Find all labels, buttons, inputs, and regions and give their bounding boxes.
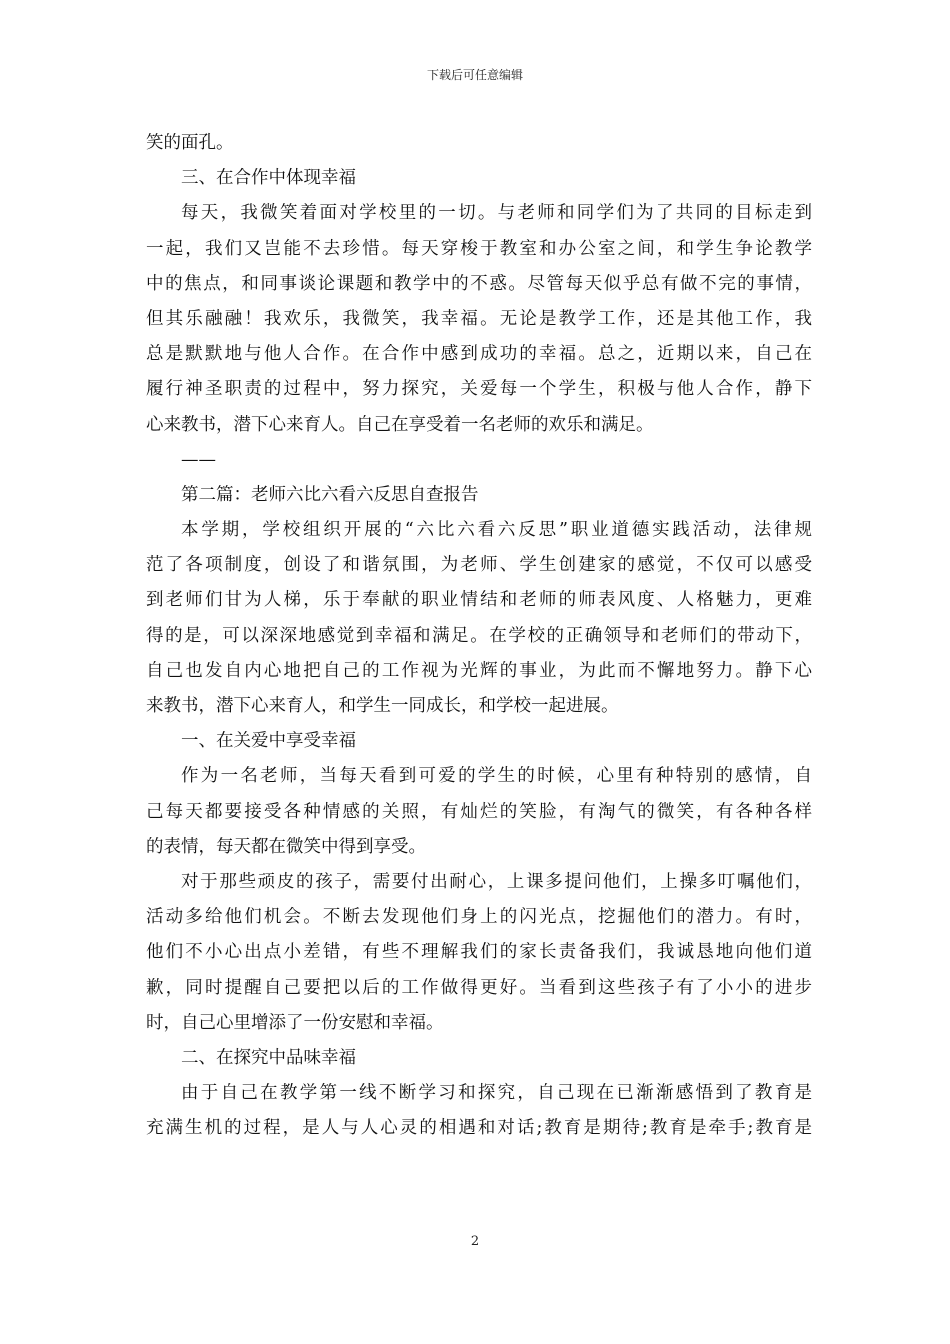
text-line: 到老师们甘为人梯，乐于奉献的职业情结和老师的师表风度、人格魅力，更难 [146,590,812,611]
text-line: 己每天都要接受各种情感的关照，有灿烂的笑脸，有淘气的微笑，有各种各样 [146,801,812,822]
text-line: 本学期，学校组织开展的“六比六看六反思”职业道德实践活动，法律规 [181,520,812,541]
text-line: 自己也发自内心地把自己的工作视为光辉的事业，为此而不懈地努力。静下心 [146,660,812,681]
text-line: 充满生机的过程，是人与人心灵的相遇和对话;教育是期待;教育是牵手;教育是 [146,1118,812,1139]
text-line: 的表情，每天都在微笑中得到享受。 [146,836,426,857]
text-line: 来教书，潜下心来育人，和学生一同成长，和学校一起进展。 [146,696,619,716]
section-heading: 一、在关爱中享受幸福 [181,731,356,752]
text-line: 对于那些顽皮的孩子，需要付出耐心，上课多提问他们，上操多叮嘱他们， [181,871,812,892]
text-line: 他们不小心出点小差错，有些不理解我们的家长责备我们，我诚恳地向他们道 [146,942,812,963]
text-line: 履行神圣职责的过程中，努力探究，关爱每一个学生，积极与他人合作，静下 [146,379,812,400]
text-line: 活动多给他们机会。不断去发现他们身上的闪光点，挖掘他们的潜力。有时， [146,907,812,928]
text-line: 每天，我微笑着面对学校里的一切。与老师和同学们为了共同的目标走到 [181,203,812,224]
separator-dashes: —— [181,449,216,470]
text-line: 总是默默地与他人合作。在合作中感到成功的幸福。总之，近期以来，自己在 [146,344,812,365]
section-heading: 二、在探究中品味幸福 [181,1047,356,1068]
text-line: 由于自己在教学第一线不断学习和探究，自己现在已渐渐感悟到了教育是 [181,1083,812,1104]
document-body [146,126,812,1146]
text-line: 时，自己心里增添了一份安慰和幸福。 [146,1012,444,1033]
text-line: 笑的面孔。 [146,133,234,153]
text-line: 范了各项制度，创设了和谐氛围，为老师、学生创建家的感觉，不仅可以感受 [146,555,812,576]
page-header: 下载后可任意编辑 [426,68,523,82]
section-heading: 三、在合作中体现幸福 [181,168,356,189]
text-line: 得的是，可以深深地感觉到幸福和满足。在学校的正确领导和老师们的带动下， [146,625,812,646]
article-title: 第二篇：老师六比六看六反思自查报告 [181,484,479,505]
text-line: 作为一名老师，当每天看到可爱的学生的时候，心里有种特别的感情，自 [181,766,812,787]
text-line: 心来教书，潜下心来育人。自己在享受着一名老师的欢乐和满足。 [146,414,654,435]
text-line: 中的焦点，和同事谈论课题和教学中的不惑。尽管每天似乎总有做不完的事情， [146,273,812,294]
page-number: 2 [470,1234,480,1249]
text-line: 一起，我们又岂能不去珍惜。每天穿梭于教室和办公室之间，和学生争论教学 [146,238,812,259]
text-line: 但其乐融融！我欢乐，我微笑，我幸福。无论是教学工作，还是其他工作，我 [146,308,812,329]
text-line: 歉，同时提醒自己要把以后的工作做得更好。当看到这些孩子有了小小的进步 [146,977,812,998]
